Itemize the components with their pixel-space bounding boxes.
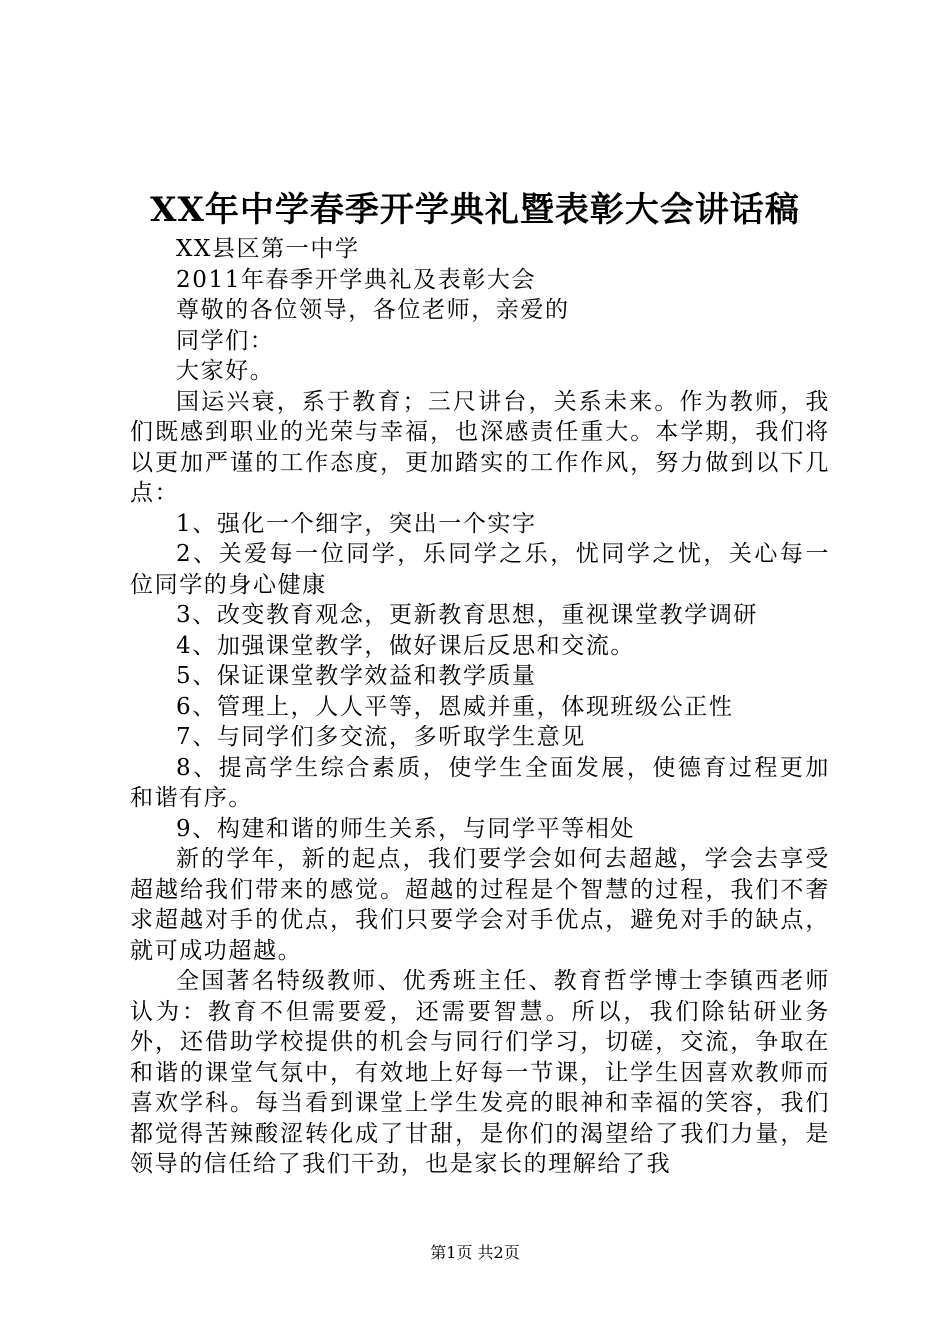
body-paragraph: 新的学年，新的起点，我们要学会如何去超越，学会去享受超越给我们带来的感觉。超越的过程是个智慧的过程，我们不奢求超越对手的优点，我们只要学会对手优点，避免对手的缺点，就可成功超越。	[130, 846, 830, 964]
body-paragraph: 同学们：	[176, 327, 275, 354]
body-paragraph: 3、改变教育观念，更新教育思想，重视课堂教学调研	[176, 602, 759, 628]
body-paragraph: 2、关爱每一位同学，乐同学之乐，忧同学之忧，关心每一位同学的身心健康	[130, 541, 830, 598]
body-paragraph: 7、与同学们多交流，多听取学生意见	[176, 724, 586, 750]
body-paragraph: 6、管理上，人人平等，恩威并重，体现班级公正性	[176, 693, 734, 720]
body-paragraph: 1、强化一个细字，突出一个实字	[176, 510, 537, 537]
body-paragraph: 全国著名特级教师、优秀班主任、教育哲学博士李镇西老师认为：教育不但需要爱，还需要智慧。所以，我们除钻研业务外，还借助学校提供的机会与同行们学习，切磋，交流，争取在和谐的课堂气氛中，有效地上好每一节课，让学生因喜欢教师而喜欢学科。每当看到课堂上学生发亮的眼神和幸福的笑容，我们都觉得苦辣酸涩转化成了甘甜，是你们的渴望给了我们力量，是领导的信任给了我们干劲，也是家长的理解给了我	[130, 968, 830, 1177]
body-paragraph: 大家好。	[176, 358, 275, 384]
body-paragraph: 5、保证课堂教学效益和教学质量	[176, 663, 537, 689]
body-paragraph: 4、加强课堂教学，做好课后反思和交流。	[176, 632, 636, 659]
page-footer: 第1页 共2页	[430, 1243, 520, 1262]
body-paragraph: 9、构建和谐的师生关系，与同学平等相处	[176, 815, 636, 842]
body-paragraph: 尊敬的各位领导，各位老师，亲爱的	[176, 297, 570, 323]
body-paragraph: 2011年春季开学典礼及表彰大会	[176, 266, 537, 293]
document-title: XX年中学春季开学典礼暨表彰大会讲话稿	[150, 190, 800, 230]
body-paragraph: XX县区第一中学	[176, 236, 360, 262]
body-paragraph: 国运兴衰，系于教育；三尺讲台，关系未来。作为教师，我们既感到职业的光荣与幸福，也深感责任重大。本学期，我们将以更加严谨的工作态度，更加踏实的工作作风，努力做到以下几点：	[130, 388, 830, 506]
body-paragraph: 8、提高学生综合素质，使学生全面发展，使德育过程更加和谐有序。	[130, 754, 830, 811]
document-body	[130, 234, 830, 1180]
